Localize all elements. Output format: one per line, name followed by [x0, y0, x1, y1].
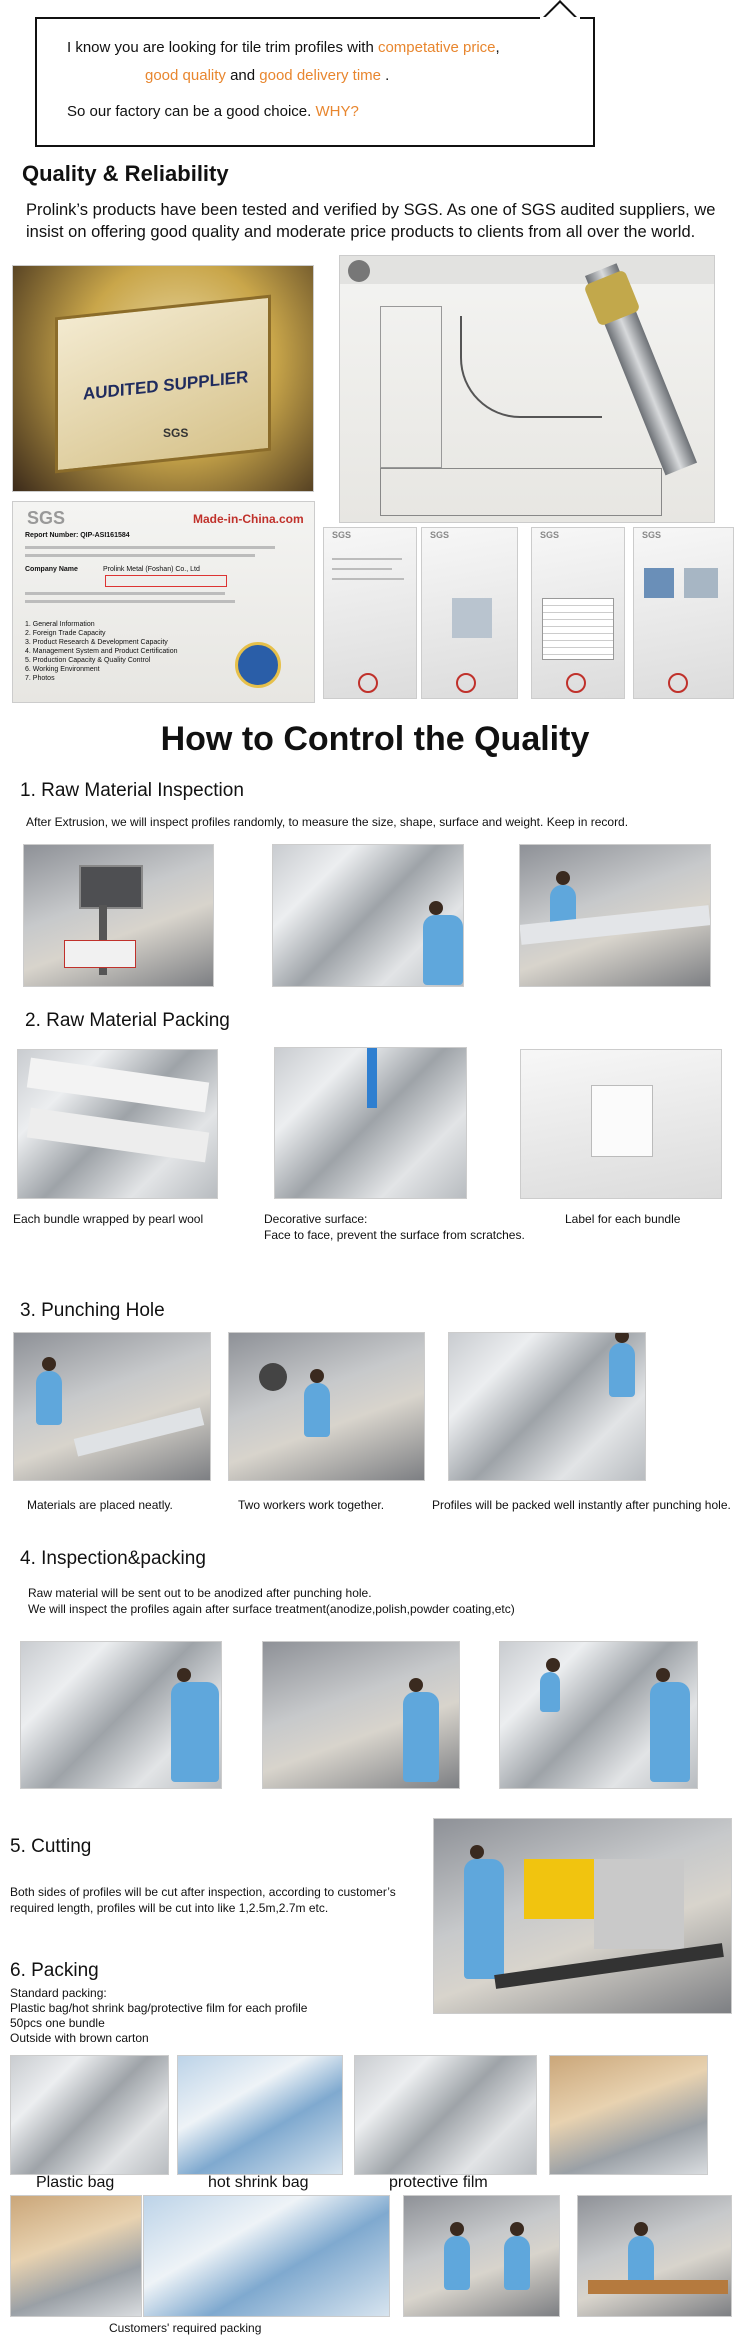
step-6-line-1: Standard packing: [10, 1986, 107, 2000]
step-4-title: 4. Inspection&packing [20, 1548, 206, 1569]
step-2-title: 2. Raw Material Packing [25, 1010, 230, 1031]
step-3-caption-3: Profiles will be packed well instantly after punching hole. [432, 1498, 731, 1512]
step-6-line-3: 50pcs one bundle [10, 2016, 105, 2030]
report-list-item: 6. Working Environment [25, 666, 100, 673]
report-list-item: 7. Photos [25, 675, 55, 682]
sgs-audit-report-photo [12, 501, 315, 703]
intro-line-3-text: So our factory can be a good choice. [67, 103, 316, 120]
inspecting-profiles-photo [499, 1641, 698, 1789]
inspecting-anodized-photo [20, 1641, 222, 1789]
made-in-china-logo: Made-in-China.com [193, 512, 304, 526]
customer-packing-photo-1 [10, 2195, 142, 2317]
sgs-report-page-1 [323, 527, 417, 699]
step-6-title: 6. Packing [10, 1960, 99, 1981]
profiles-packed-photo [448, 1332, 646, 1481]
customers-packing-caption: Customers' required packing [109, 2321, 262, 2335]
sgs-small-logo: SGS [332, 530, 352, 540]
stamp-icon [566, 673, 586, 693]
step-3-caption-2: Two workers work together. [238, 1498, 385, 1512]
weighing-scale-photo [23, 844, 214, 987]
audited-badge-icon [235, 642, 281, 688]
quality-body: Prolink’s products have been tested and verified by SGS. As one of SGS audited suppliers, we insist on offering good quality and moderate price products to clients from all over the world. [26, 201, 716, 241]
sgs-small-logo: SGS [540, 530, 560, 540]
protective-film-photo [354, 2055, 537, 2175]
step-2-caption-2a: Decorative surface: [264, 1212, 368, 1226]
fan-icon [259, 1363, 287, 1391]
materials-placed-photo [13, 1332, 211, 1481]
intro-speech-bubble [35, 17, 595, 147]
company-logo-icon [348, 260, 370, 282]
plaque-text: AUDITED SUPPLIER [83, 367, 249, 404]
intro-line-2-end: . [381, 67, 390, 84]
report-list-item: 2. Foreign Trade Capacity [25, 630, 106, 637]
sgs-small-logo: SGS [642, 530, 662, 540]
control-heading: How to Control the Quality [160, 720, 590, 758]
stamp-icon [456, 673, 476, 693]
intro-line-1-text: I know you are looking for tile trim profiles with [67, 39, 378, 56]
intro-line-1-end: , [495, 39, 500, 56]
step-4-text-2: We will inspect the profiles again after surface treatment(anodize,polish,powder coating,etc) [28, 1602, 515, 1616]
customer-packing-photo-4 [577, 2195, 732, 2317]
bubble-pointer-cover [540, 17, 580, 21]
step-3-title: 3. Punching Hole [20, 1300, 165, 1321]
step-3-caption-1: Materials are placed neatly. [27, 1498, 173, 1512]
report-list-item: 3. Product Research & Development Capacity [25, 639, 168, 646]
why-highlight: WHY? [315, 103, 359, 120]
inspection-table-photo [519, 844, 711, 987]
sgs-report-page-3 [531, 527, 625, 699]
stamp-icon [668, 673, 688, 693]
face-to-face-profiles-photo [274, 1047, 467, 1199]
cutting-machine-photo [433, 1818, 732, 2014]
intro-line-2-and: and [225, 67, 260, 84]
brown-carton-photo [549, 2055, 708, 2175]
report-sgs-logo: SGS [27, 508, 66, 528]
sgs-small-logo: SGS [430, 530, 450, 540]
step-2-caption-2b: Face to face, prevent the surface from scratches. [264, 1228, 525, 1242]
customer-packing-photo-2 [143, 2195, 390, 2317]
drawing-and-caliper-photo [339, 255, 715, 523]
intro-line-2 [145, 67, 389, 84]
arrow-down-icon [367, 1048, 377, 1108]
protective-film-caption: protective film [389, 2174, 488, 2191]
step-1-title: 1. Raw Material Inspection [20, 780, 244, 801]
step-5-title: 5. Cutting [10, 1836, 92, 1857]
hot-shrink-bag-caption: hot shrink bag [208, 2174, 309, 2191]
report-list-item: 1. General Information [25, 621, 95, 628]
audited-supplier-plaque-photo [12, 265, 314, 492]
competitive-price-highlight: competative price [377, 39, 496, 56]
measuring-profile-photo [272, 844, 464, 987]
delivery-time-highlight: good delivery time [259, 67, 382, 84]
sgs-report-page-2 [421, 527, 518, 699]
report-company-value: Prolink Metal (Foshan) Co., Ltd [103, 566, 200, 573]
quality-title: Quality & Reliability [22, 161, 229, 186]
bundle-label-photo [520, 1049, 722, 1199]
step-5-text: Both sides of profiles will be cut after inspection, according to customer’s required length, profiles will be cut into like 1,2.5m,2.7m etc. [10, 1885, 396, 1915]
report-list [25, 620, 178, 683]
step-2-caption-1: Each bundle wrapped by pearl wool [13, 1212, 204, 1226]
intro-line-3 [67, 103, 359, 120]
step-1-text: After Extrusion, we will inspect profiles randomly, to measure the size, shape, surface and weight. Keep in record. [26, 815, 629, 829]
plastic-bag-photo [10, 2055, 169, 2175]
inspecting-surface-photo [262, 1641, 460, 1789]
step-2-caption-3: Label for each bundle [565, 1212, 681, 1226]
two-workers-photo [228, 1332, 425, 1481]
plastic-bag-caption: Plastic bag [36, 2174, 115, 2191]
customer-packing-photo-3 [403, 2195, 560, 2317]
report-number: Report Number: QIP-ASI161584 [25, 532, 130, 539]
good-quality-highlight: good quality [145, 67, 226, 84]
step-6-line-2: Plastic bag/hot shrink bag/protective film for each profile [10, 2001, 308, 2015]
report-company-label: Company Name [25, 566, 78, 573]
stamp-icon [358, 673, 378, 693]
step-4-text-1: Raw material will be sent out to be anodized after punching hole. [28, 1586, 372, 1600]
step-6-line-4: Outside with brown carton [10, 2031, 149, 2045]
sgs-report-page-4 [633, 527, 734, 699]
plaque-sgs-logo: SGS [163, 426, 189, 440]
intro-line-1 [67, 39, 500, 56]
hot-shrink-bag-photo [177, 2055, 343, 2175]
report-list-item: 4. Management System and Product Certification [25, 648, 178, 655]
report-list-item: 5. Production Capacity & Quality Control [25, 657, 151, 664]
pearl-wool-bundles-photo [17, 1049, 218, 1199]
